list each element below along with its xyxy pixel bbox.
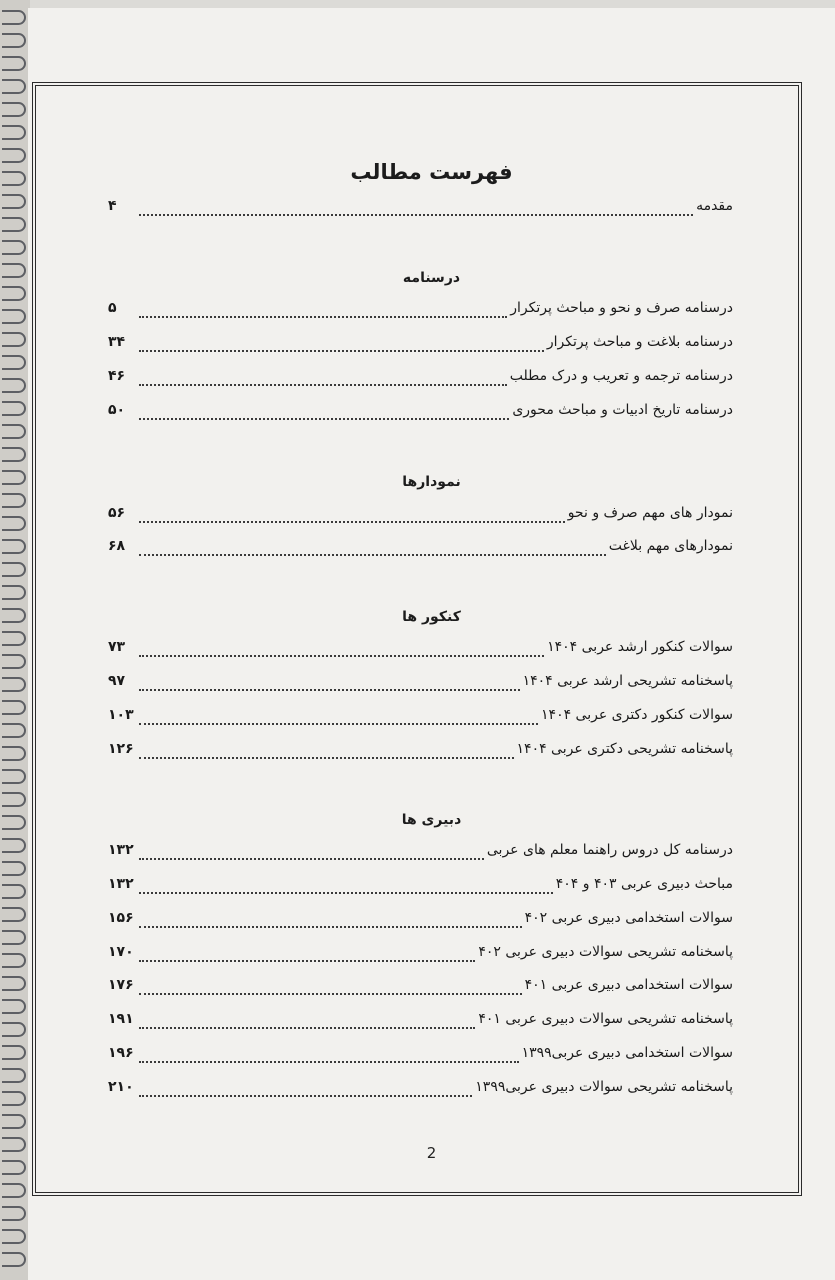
binding-ring: [2, 424, 26, 439]
toc-entry: [108, 1045, 733, 1067]
toc-entry-page: ۵۶: [108, 505, 126, 521]
binding-ring: [2, 286, 26, 301]
binding-ring: [2, 1114, 26, 1129]
binding-ring: [2, 585, 26, 600]
toc-leader-dots: [139, 214, 693, 216]
binding-ring: [2, 746, 26, 761]
binding-ring: [2, 309, 26, 324]
toc-entry: [108, 842, 733, 864]
binding-ring: [2, 332, 26, 347]
binding-ring: [2, 401, 26, 416]
toc-leader-dots: [139, 418, 509, 420]
toc-entry-page: ۱۵۶: [108, 910, 134, 926]
binding-ring: [2, 976, 26, 991]
toc-entry-page: ۱۰۳: [108, 707, 134, 723]
section-heading: دبیری ها: [401, 812, 462, 828]
toc-entry-label: پاسخنامه تشریحی سوالات دبیری عربی ۴۰۱: [478, 1011, 733, 1027]
toc-entry: [108, 538, 733, 560]
binding-ring: [2, 1068, 26, 1083]
toc-leader-dots: [139, 1095, 472, 1097]
toc-entry: [108, 300, 733, 322]
toc-entry-label: درسنامه کل دروس راهنما معلم های عربی: [486, 842, 733, 858]
toc-leader-dots: [139, 1027, 475, 1029]
toc-entry-page: ۱۷۶: [108, 977, 134, 993]
binding-ring: [2, 953, 26, 968]
toc-entry: [108, 639, 733, 661]
binding-ring: [2, 999, 26, 1014]
binding-ring: [2, 56, 26, 71]
toc-leader-dots: [139, 892, 553, 894]
toc-leader-dots: [139, 521, 565, 523]
toc-entry: [108, 741, 733, 763]
document-page: [28, 8, 835, 1280]
binding-ring: [2, 355, 26, 370]
toc-entry-label: مقدمه: [696, 198, 733, 214]
page-title: فهرست مطالب: [350, 160, 513, 184]
toc-entry-page: ۳۴: [108, 334, 126, 350]
binding-ring: [2, 1022, 26, 1037]
toc-entry-label: مباحث دبیری عربی ۴۰۳ و ۴۰۴: [555, 876, 733, 892]
toc-leader-dots: [139, 926, 522, 928]
toc-entry-page: ۲۱۰: [108, 1079, 134, 1095]
binding-ring: [2, 539, 26, 554]
toc-leader-dots: [139, 554, 606, 556]
toc-entry: [108, 673, 733, 695]
toc-entry-label: نمودارهای مهم بلاغت: [608, 538, 733, 554]
binding-ring: [2, 1160, 26, 1175]
binding-ring: [2, 792, 26, 807]
binding-ring: [2, 516, 26, 531]
toc-leader-dots: [139, 316, 507, 318]
toc-entry-label: درسنامه بلاغت و مباحث پرتکرار: [546, 334, 733, 350]
section-heading: کنکور ها: [402, 609, 461, 625]
binding-ring: [2, 930, 26, 945]
toc-entry: [108, 910, 733, 932]
toc-entry: [108, 707, 733, 729]
spiral-binding: [0, 0, 30, 1280]
binding-ring: [2, 1045, 26, 1060]
toc-leader-dots: [139, 757, 514, 759]
binding-ring: [2, 470, 26, 485]
binding-ring: [2, 884, 26, 899]
toc-entry-label: پاسخنامه تشریحی سوالات دبیری عربی ۴۰۲: [478, 944, 733, 960]
toc-leader-dots: [139, 1061, 519, 1063]
toc-leader-dots: [139, 384, 507, 386]
toc-entry-page: ۵: [108, 300, 117, 316]
binding-ring: [2, 654, 26, 669]
binding-ring: [2, 1137, 26, 1152]
toc-entry-label: پاسخنامه تشریحی ارشد عربی ۱۴۰۴: [522, 673, 733, 689]
toc-entry-page: ۱۹۱: [108, 1011, 134, 1027]
toc-entry-label: پاسخنامه تشریحی سوالات دبیری عربی۱۳۹۹: [475, 1079, 733, 1095]
binding-ring: [2, 861, 26, 876]
binding-ring: [2, 263, 26, 278]
toc-entry-page: ۷۳: [108, 639, 126, 655]
toc-entry-label: درسنامه تاریخ ادبیات و مباحث محوری: [512, 402, 733, 418]
toc-entry: [108, 977, 733, 999]
toc-entry: [108, 505, 733, 527]
toc-entry: [108, 1079, 733, 1101]
binding-ring: [2, 769, 26, 784]
binding-ring: [2, 194, 26, 209]
toc-entry-page: ۱۲۶: [108, 741, 134, 757]
binding-ring: [2, 447, 26, 462]
binding-ring: [2, 217, 26, 232]
binding-ring: [2, 562, 26, 577]
toc-leader-dots: [139, 993, 522, 995]
toc-entry-page: ۶۸: [108, 538, 126, 554]
toc-entry-label: درسنامه صرف و نحو و مباحث پرتکرار: [510, 300, 733, 316]
toc-entry: [108, 944, 733, 966]
toc-entry-label: سوالات استخدامی دبیری عربی۱۳۹۹: [521, 1045, 733, 1061]
toc-leader-dots: [139, 655, 544, 657]
toc-entry-label: نمودار های مهم صرف و نحو: [567, 505, 733, 521]
toc-entry-page: ۴۶: [108, 368, 126, 384]
toc-entry: [108, 876, 733, 898]
section-heading: نمودارها: [402, 474, 461, 490]
toc-entry: [108, 402, 733, 424]
toc-entry-page: ۱۳۲: [108, 842, 134, 858]
binding-ring: [2, 125, 26, 140]
binding-ring: [2, 148, 26, 163]
binding-ring: [2, 1183, 26, 1198]
section-heading: درسنامه: [402, 270, 461, 286]
toc-entry-label: پاسخنامه تشریحی دکتری عربی ۱۴۰۴: [516, 741, 733, 757]
binding-ring: [2, 677, 26, 692]
binding-ring: [2, 378, 26, 393]
binding-ring: [2, 608, 26, 623]
toc-entry-page: ۱۹۶: [108, 1045, 134, 1061]
binding-ring: [2, 102, 26, 117]
binding-ring: [2, 1206, 26, 1221]
toc-leader-dots: [139, 960, 475, 962]
toc-entry-label: سوالات کنکور دکتری عربی ۱۴۰۴: [541, 707, 733, 723]
toc-entry-label: سوالات استخدامی دبیری عربی ۴۰۲: [524, 910, 733, 926]
binding-ring: [2, 79, 26, 94]
toc-entry-label: سوالات استخدامی دبیری عربی ۴۰۱: [524, 977, 733, 993]
binding-ring: [2, 10, 26, 25]
toc-entry-page: ۱۳۲: [108, 876, 134, 892]
binding-ring: [2, 723, 26, 738]
toc-entry: [108, 1011, 733, 1033]
toc-entry-page: ۵۰: [108, 402, 126, 418]
toc-entry-page: ۴: [108, 198, 117, 214]
toc-leader-dots: [139, 858, 484, 860]
binding-ring: [2, 838, 26, 853]
binding-ring: [2, 33, 26, 48]
page-number: 2: [426, 1144, 437, 1162]
binding-ring: [2, 700, 26, 715]
binding-ring: [2, 815, 26, 830]
binding-ring: [2, 907, 26, 922]
toc-entry-page: ۹۷: [108, 673, 126, 689]
binding-ring: [2, 171, 26, 186]
toc-entry: [108, 368, 733, 390]
toc-entry-page: ۱۷۰: [108, 944, 134, 960]
toc-entry-label: درسنامه ترجمه و تعریب و درک مطلب: [509, 368, 733, 384]
toc-leader-dots: [139, 723, 538, 725]
binding-ring: [2, 631, 26, 646]
binding-ring: [2, 1252, 26, 1267]
toc-leader-dots: [139, 350, 544, 352]
binding-ring: [2, 240, 26, 255]
toc-leader-dots: [139, 689, 520, 691]
binding-ring: [2, 493, 26, 508]
binding-ring: [2, 1229, 26, 1244]
toc-entry: [108, 334, 733, 356]
toc-entry-label: سوالات کنکور ارشد عربی ۱۴۰۴: [547, 639, 733, 655]
toc-entry: [108, 198, 733, 220]
binding-ring: [2, 1091, 26, 1106]
